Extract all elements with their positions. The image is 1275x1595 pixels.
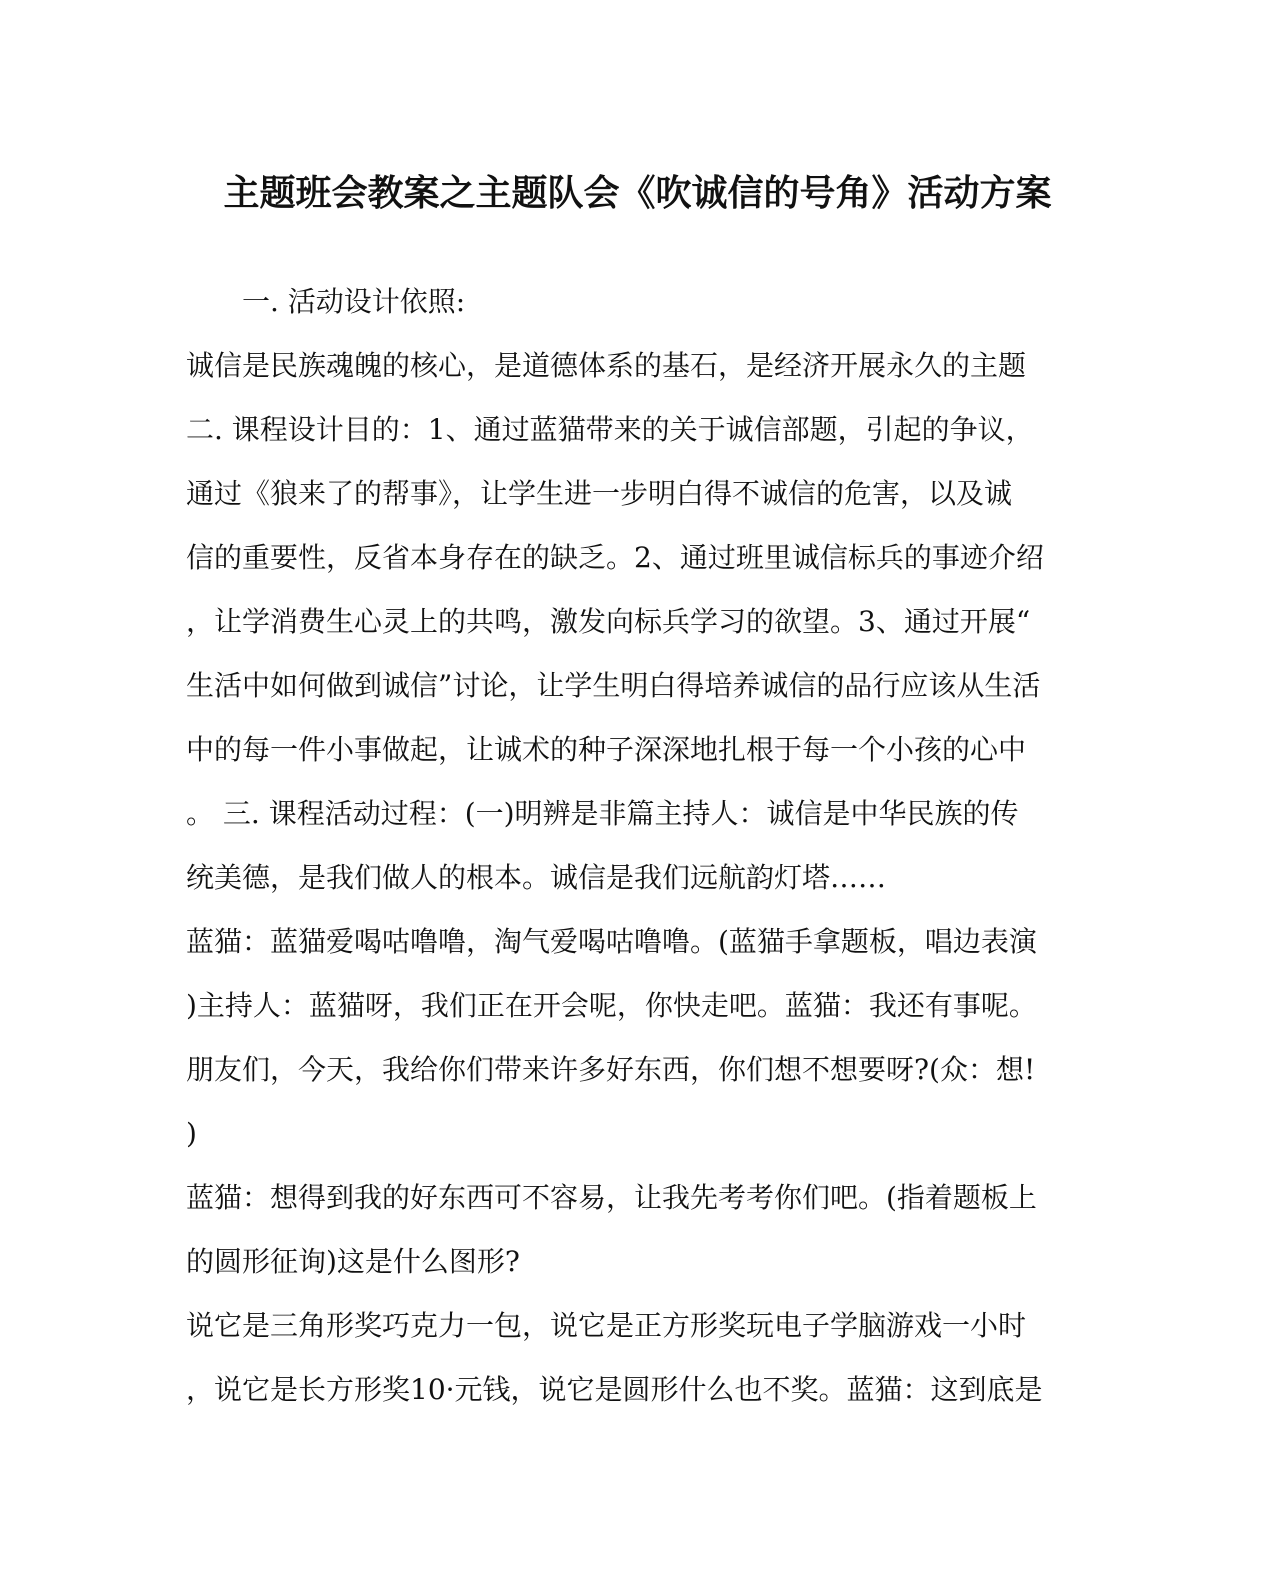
text-line-4: 通过《狼来了的帮事》，让学生进一步明白得不诚信的危害，以及诚 <box>186 477 1013 510</box>
text-line-9: 。 三. 课程活动过程：(一)明辨是非篇主持人：诚信是中华民族的传 <box>186 797 1019 830</box>
text-line-2: 诚信是民族魂魄的核心，是道德体系的基石，是经济开展永久的主题 <box>186 349 1027 382</box>
text-line-1: 一. 活动设计依照: <box>242 285 466 318</box>
text-line-18: ，说它是长方形奖10·元钱，说它是圆形什么也不奖。蓝猫：这到底是 <box>186 1373 1043 1406</box>
text-line-12: )主持人：蓝猫呀，我们正在开会呢，你快走吧。蓝猫：我还有事呢。 <box>186 989 1037 1022</box>
text-line-11: 蓝猫：蓝猫爱喝咕噜噜，淘气爱喝咕噜噜。(蓝猫手拿题板，唱边表演 <box>186 925 1037 958</box>
text-line-14: ) <box>186 1117 197 1150</box>
text-line-13: 朋友们，今天，我给你们带来许多好东西，你们想不想要呀?(众：想! <box>186 1053 1036 1086</box>
text-line-7: 生活中如何做到诚信”讨论，让学生明白得培养诚信的品行应该从生活 <box>186 669 1041 702</box>
text-line-5: 信的重要性，反省本身存在的缺乏。2、通过班里诚信标兵的事迹介绍 <box>186 541 1044 574</box>
text-line-16: 的圆形征询)这是什么图形? <box>186 1245 520 1278</box>
text-line-3: 二. 课程设计目的：1、通过蓝猫带来的关于诚信部题，引起的争议， <box>186 413 1034 446</box>
text-line-8: 中的每一件小事做起，让诚术的种子深深地扎根于每一个小孩的心中 <box>186 733 1027 766</box>
text-line-17: 说它是三角形奖巧克力一包，说它是正方形奖玩电子学脑游戏一小时 <box>186 1309 1027 1342</box>
document-title: 主题班会教案之主题队会《吹诚信的号角》活动方案 <box>223 172 1052 214</box>
text-line-15: 蓝猫：想得到我的好东西可不容易，让我先考考你们吧。(指着题板上 <box>186 1181 1037 1214</box>
text-line-10: 统美德，是我们做人的根本。诚信是我们远航韵灯塔…… <box>186 861 887 894</box>
text-line-6: ，让学消费生心灵上的共鸣，激发向标兵学习的欲望。3、通过开展“ <box>186 605 1031 638</box>
